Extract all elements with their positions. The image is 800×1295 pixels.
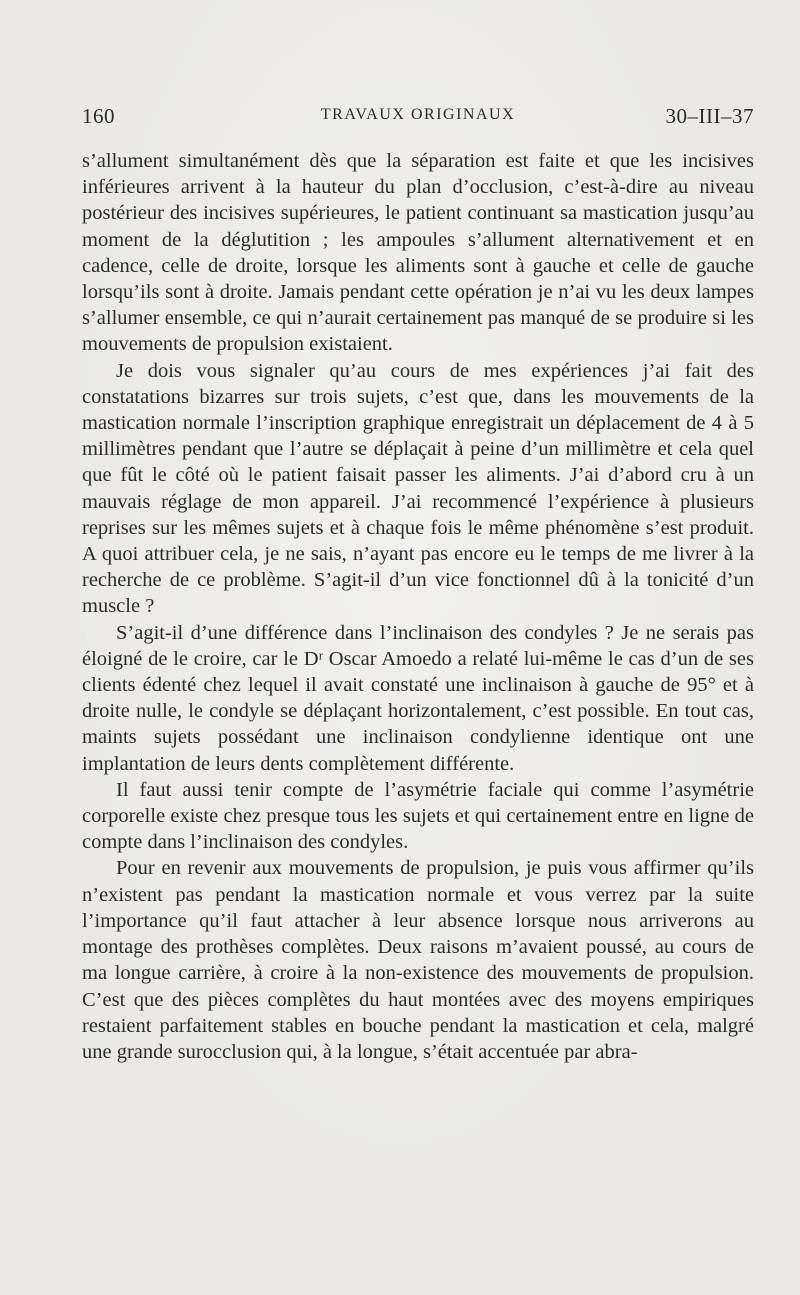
paragraph-3: S’agit-il d’une différence dans l’inclinaison des condyles ? Je ne serais pas éloigné de le croire, car le Dʳ Oscar Amoedo a relaté lui-même le cas d’un de ses clients édenté chez lequel il avait constaté une inclinaison à gauche de 95° et à droite nulle, le condyle se déplaçant horizontalement, c’est possible. En tout cas, maints sujets possédant une inclinaison condylienne identique ont une implantation de leurs dents complètement différente.: [82, 621, 754, 775]
paragraph-1: s’allument simultanément dès que la séparation est faite et que les incisives inférieures arrivent à la hauteur du plan d’occlusion, c’est-à-dire au niveau postérieur des incisives supérieures, le patient continuant sa mastication jusqu’au moment de la déglutition ; les ampoules s’allument alternativement et en cadence, celle de droite, lorsque les aliments sont à gauche et celle de gauche lorsqu’ils sont à droite. Jamais pendant cette opération je n’ai vu les deux lampes s’allumer ensemble, ce qui n’aurait certainement pas manqué de se produire si les mouvements de propulsion existaient.: [82, 150, 754, 356]
body-text: [82, 148, 754, 1065]
paragraph-4: Il faut aussi tenir compte de l’asymétrie faciale qui comme l’asymétrie corporelle existe chez presque tous les sujets et qui certainement entre en ligne de compte dans l’inclinaison des condyles.: [82, 778, 754, 854]
page-number: 160: [82, 104, 115, 128]
running-header: [82, 100, 754, 140]
running-title: TRAVAUX ORIGINAUX: [320, 106, 516, 123]
issue-date: 30–III–37: [665, 104, 754, 128]
paragraph-5: Pour en revenir aux mouvements de propulsion, je puis vous affirmer qu’ils n’existent pas pendant la mastication normale et vous verrez par la suite l’importance qu’il faut attacher à leur absence lorsque nous arriverons au montage des prothèses complètes. Deux raisons m’avaient poussé, au cours de ma longue carrière, à croire à la non-existence des mouvements de propulsion. C’est que des pièces complètes du haut montées avec des moyens empiriques restaient parfaitement stables en bouche pendant la mastication et cela, malgré une grande surocclusion qui, à la longue, s’était accentuée par abra-: [82, 857, 754, 1063]
paragraph-2: Je dois vous signaler qu’au cours de mes expériences j’ai fait des constatations bizarres sur trois sujets, c’est que, dans les mouvements de la mastication normale l’inscription graphique enregistrait un déplacement de 4 à 5 millimètres pendant que l’autre se déplaçait à peine d’un millimètre et cela quel que fût le côté où le patient faisait passer les aliments. J’ai d’abord cru à un mauvais réglage de mon appareil. J’ai recommencé l’expérience à plusieurs reprises sur les mêmes sujets et à chaque fois le même phénomène s’est produit. A quoi attribuer cela, je ne sais, n’ayant pas encore eu le temps de me livrer à la recherche de ce problème. S’agit-il d’un vice fonctionnel dû à la tonicité d’un muscle ?: [82, 359, 754, 618]
